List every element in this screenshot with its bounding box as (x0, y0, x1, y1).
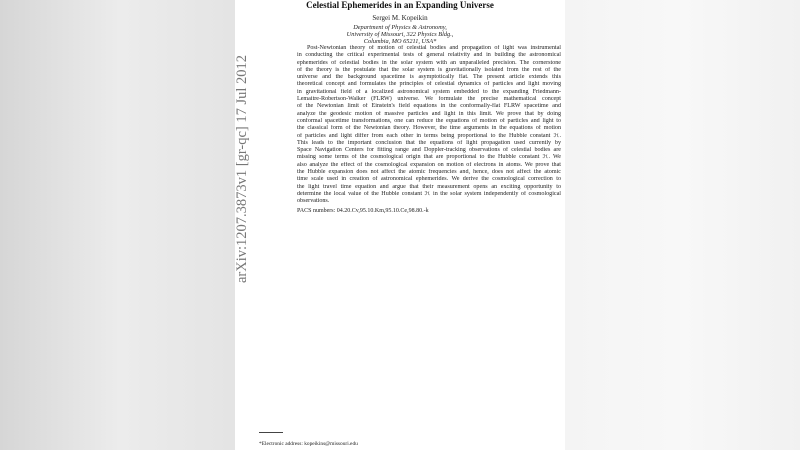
abstract-line: conformal spacetime transformations, one can reduce the equations of motion of particles and light to (297, 117, 561, 124)
abstract-line: missing some terms of the cosmological origin that are proportional to the Hubble constant ℋ. We (297, 154, 561, 161)
abstract-line: Space Navigation Centers for fitting range and Doppler-tracking observations of celestial bodies are (297, 147, 561, 154)
pacs-numbers: PACS numbers: 04.20.Cv,95.10.Km,95.10.Ce,98.80.-k (297, 208, 429, 214)
abstract-line: the classical form of the Newtonian theory. However, the time arguments in the equations of motion (297, 125, 561, 132)
abstract-line: in gravitational field of a localized astronomical system embedded to the expanding Friedmann- (297, 88, 561, 95)
paper-title: Celestial Ephemerides in an Expanding Universe (306, 0, 494, 10)
abstract-line: analyze the geodesic motion of massive particles and light in this limit. We prove that by doing (297, 110, 561, 117)
abstract-line: ephemerides of celestial bodies in the solar system with an unparalleled precision. The cornerstone (297, 59, 561, 66)
abstract-line: the light travel time equation and argue that their measurement opens an exciting opportunity to (297, 183, 561, 190)
abstract-line: theoretical concept and formulates the principles of celestial dynamics of particles and light moving (297, 81, 561, 88)
abstract-line: This leads to the important conclusion that the equations of light propagation used currently by (297, 139, 561, 146)
arxiv-stamp: arXiv:1207.3873v1 [gr-qc] 17 Jul 2012 (234, 54, 250, 283)
abstract-line: in conducting the critical experimental tests of general relativity and in building the astronomical (297, 52, 561, 59)
abstract (297, 45, 561, 206)
abstract-line: observations. (297, 198, 330, 205)
affiliation-line: University of Missouri, 322 Physics Bldg., (346, 31, 454, 38)
footnote: *Electronic address: kopeikins@missouri.edu (259, 441, 358, 447)
abstract-line: also analyze the effect of the cosmological expansion on motion of electrons in atoms. We prove that (297, 161, 561, 168)
author: Sergei M. Kopeikin (372, 14, 428, 22)
abstract-line: the Hubble expansion does not affect the atomic frequencies and, hence, does not affect the atomic (297, 169, 561, 176)
abstract-line: universe and the background spacetime is asymptotically flat. The present article extends this (297, 74, 561, 81)
abstract-line: Post-Newtonian theory of motion of celestial bodies and propagation of light was instrumental (307, 45, 561, 51)
abstract-line: determine the local value of the Hubble constant ℋ in the solar system independently of cosmological (297, 190, 561, 197)
footnote-rule (259, 432, 283, 433)
abstract-line: Lemaitre-Robertson-Walker (FLRW) universe. We formulate the precise mathematical concept (297, 96, 561, 103)
affiliation-line: Department of Physics & Astronomy, (353, 24, 447, 31)
abstract-line: of the Newtonian limit of Einstein's field equations in the conformally-flat FLRW spacetime and (297, 103, 561, 110)
abstract-line: of particles and light differ from each other in terms being proportional to the Hubble constant ℋ. (297, 132, 561, 139)
affiliation-line: Columbia, MO 65211, USA* (363, 38, 437, 45)
abstract-line: time scale used in creation of astronomical ephemerides. We derive the cosmological correction to (297, 176, 561, 183)
abstract-line: of the theory is the postulate that the solar system is gravitationally isolated from the rest of the (297, 66, 561, 73)
paper-page (235, 0, 565, 450)
